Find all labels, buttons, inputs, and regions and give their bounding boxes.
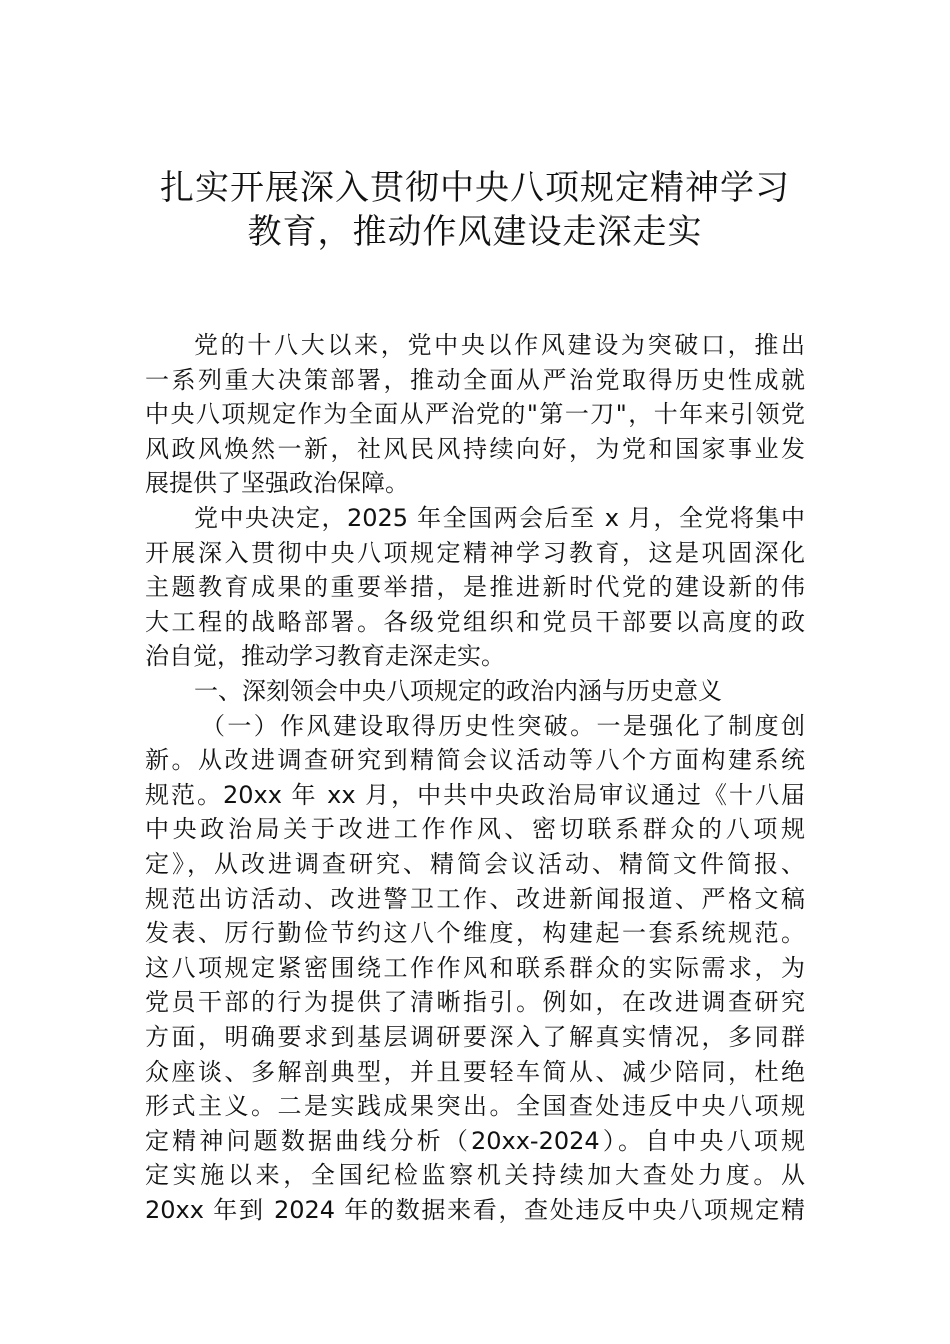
- paragraph-line: 治自觉，推动学习教育走深走实。: [145, 642, 505, 671]
- paragraph-line: 形式主义。二是实践成果突出。全国查处违反中央八项规: [145, 1092, 805, 1121]
- paragraph-line: 党中央决定，2025 年全国两会后至 x 月，全党将集中: [194, 504, 805, 532]
- paragraph-line: 发表、厉行勤俭节约这八个维度，构建起一套系统规范。: [145, 919, 805, 948]
- paragraph-line: 党员干部的行为提供了清晰指引。例如，在改进调查研究: [145, 988, 805, 1017]
- paragraph-line: 主题教育成果的重要举措，是推进新时代党的建设新的伟: [145, 573, 805, 602]
- paragraph-line: 规范出访活动、改进警卫工作、改进新闻报道、严格文稿: [145, 884, 805, 913]
- paragraph-line: 定》，从改进调查研究、精简会议活动、精简文件简报、: [145, 850, 805, 878]
- paragraph-line: 一系列重大决策部署，推动全面从严治党取得历史性成就: [145, 365, 805, 394]
- paragraph-line: 中央政治局关于改进工作作风、密切联系群众的八项规: [145, 815, 805, 844]
- paragraph-line: 党的十八大以来，党中央以作风建设为突破口，推出: [194, 331, 805, 359]
- paragraph-line: 众座谈、多解剖典型，并且要轻车简从、减少陪同，杜绝: [145, 1057, 805, 1086]
- paragraph-line: 方面，明确要求到基层调研要深入了解真实情况，多同群: [145, 1023, 805, 1051]
- paragraph-line: 中央八项规定作为全面从严治党的"第一刀"，十年来引领党: [145, 400, 805, 429]
- paragraph-line: （一）作风建设取得历史性突破。一是强化了制度创: [201, 711, 805, 740]
- paragraph-line: 大工程的战略部署。各级党组织和党员干部要以高度的政: [145, 607, 805, 636]
- paragraph-line: 开展深入贯彻中央八项规定精神学习教育，这是巩固深化: [145, 538, 805, 567]
- paragraph-line: 风政风焕然一新，社风民风持续向好，为党和国家事业发: [145, 434, 805, 463]
- paragraph-line: 新。从改进调查研究到精简会议活动等八个方面构建系统: [145, 746, 805, 775]
- document-title-line-1: 扎实开展深入贯彻中央八项规定精神学习: [160, 168, 790, 208]
- document-title-line-2: 教育，推动作风建设走深走实: [247, 212, 703, 252]
- paragraph-line: 这八项规定紧密围绕工作作风和联系群众的实际需求，为: [145, 953, 805, 982]
- paragraph-line: 定实施以来，全国纪检监察机关持续加大查处力度。从: [145, 1161, 805, 1190]
- paragraph-line: 20xx 年到 2024 年的数据来看，查处违反中央八项规定精: [145, 1196, 805, 1224]
- section-heading: 一、深刻领会中央八项规定的政治内涵与历史意义: [194, 677, 722, 705]
- paragraph-line: 定精神问题数据曲线分析（20xx-2024）。自中央八项规: [145, 1126, 805, 1155]
- paragraph-line: 规范。20xx 年 xx 月，中共中央政治局审议通过《十八届: [145, 780, 805, 809]
- paragraph-line: 展提供了坚强政治保障。: [145, 469, 409, 498]
